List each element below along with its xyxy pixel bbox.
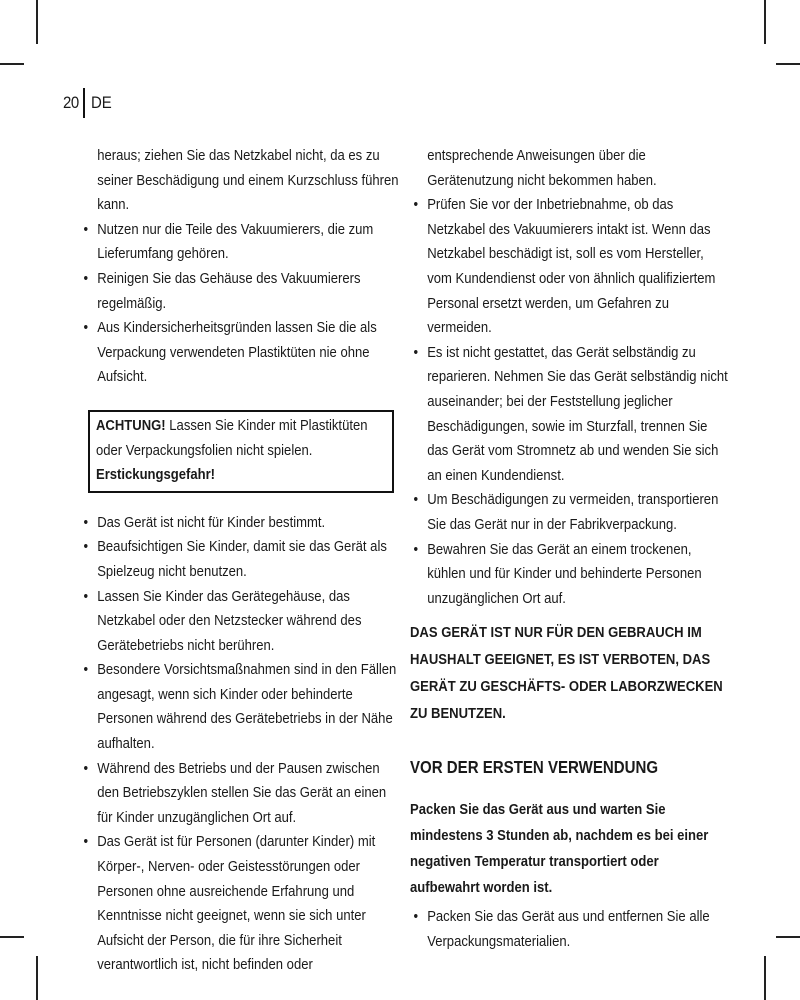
intro-text: Packen Sie das Gerät aus und warten Sie mindestens 3 Stunden ab, nachdem es bei einer negativen Temperatur transportiert oder aufbewahrt worden ist. bbox=[410, 801, 709, 897]
warning-label: ACHTUNG! bbox=[96, 416, 166, 434]
crop-mark-bottom-left-vertical bbox=[36, 956, 38, 1000]
crop-mark-bottom-right-horizontal bbox=[776, 936, 800, 938]
list-item: • Das Gerät ist nicht für Kinder bestimmt. bbox=[80, 511, 401, 536]
list-item: • Es ist nicht gestattet, das Gerät selbständig zu reparieren. Nehmen Sie das Gerät selbständig nicht auseinander; bei der Feststellung jeglicher Beschädigungen, sowie im Sturzfall, trennen Sie das Gerät vom Stromnetz ab und wenden Sie sich an einen Kundendienst. bbox=[410, 341, 731, 489]
bullet-icon: • bbox=[413, 908, 419, 926]
page-number: 20 bbox=[63, 93, 79, 112]
list-item: • Besondere Vorsichtsmaßnahmen sind in den Fällen angesagt, wenn sich Kinder oder behinderte Personen während des Gerätebetriebs in der Nähe aufhalten. bbox=[80, 658, 401, 756]
crop-mark-top-right-vertical bbox=[764, 0, 766, 44]
list-item: • Bewahren Sie das Gerät an einem trockenen, kühlen und für Kinder und behinderte Personen unzugänglichen Ort auf. bbox=[410, 538, 731, 612]
bullet-list bbox=[410, 193, 731, 611]
list-item: • Beaufsichtigen Sie Kinder, damit sie das Gerät als Spielzeug nicht benutzen. bbox=[80, 535, 401, 584]
bullet-icon: • bbox=[83, 759, 89, 777]
bullet-list bbox=[80, 511, 401, 978]
warning-text: Lassen Sie Kinder mit Plastiktüten oder Verpackungsfolien nicht spielen. bbox=[96, 416, 368, 459]
bullet-list bbox=[80, 218, 401, 390]
bullet-icon: • bbox=[83, 513, 89, 531]
bullet-icon: • bbox=[413, 343, 419, 361]
crop-mark-top-left-horizontal bbox=[0, 63, 24, 65]
crop-mark-bottom-right-vertical bbox=[764, 956, 766, 1000]
bullet-icon: • bbox=[83, 661, 89, 679]
bullet-icon: • bbox=[83, 538, 89, 556]
list-item: • Aus Kindersicherheitsgründen lassen Sie die als Verpackung verwendeten Plastiktüten nie ohne Aufsicht. bbox=[80, 316, 401, 390]
page-header bbox=[63, 88, 115, 118]
bullet-icon: • bbox=[83, 833, 89, 851]
list-item: • Nutzen nur die Teile des Vakuumierers, die zum Lieferumfang gehören. bbox=[80, 218, 401, 267]
bullet-icon: • bbox=[413, 491, 419, 509]
list-item: • Lassen Sie Kinder das Gerätegehäuse, das Netzkabel oder den Netzstecker während des Gerätebetriebs nicht berühren. bbox=[80, 585, 401, 659]
header-divider bbox=[83, 88, 85, 118]
bullet-icon: • bbox=[83, 587, 89, 605]
continuation-text: entsprechende Anweisungen über die Gerätenutzung nicht bekommen haben. bbox=[427, 147, 657, 189]
section-title: VOR DER ERSTEN VERWENDUNG bbox=[410, 757, 659, 778]
crop-mark-top-right-horizontal bbox=[776, 63, 800, 65]
continuation-text: heraus; ziehen Sie das Netzkabel nicht, da es zu seiner Beschädigung und einem Kurzschluss führen kann. bbox=[97, 147, 399, 214]
bullet-icon: • bbox=[413, 540, 419, 558]
list-item: • Reinigen Sie das Gehäuse des Vakuumierers regelmäßig. bbox=[80, 267, 401, 316]
list-item: • Packen Sie das Gerät aus und entfernen Sie alle Verpackungsmaterialien. bbox=[410, 905, 731, 954]
left-column bbox=[80, 144, 402, 978]
bullet-icon: • bbox=[413, 196, 419, 214]
crop-mark-top-left-vertical bbox=[36, 0, 38, 44]
warning-emphasis: Erstickungsgefahr! bbox=[96, 466, 216, 484]
language-code: DE bbox=[90, 93, 112, 112]
list-item: • Prüfen Sie vor der Inbetriebnahme, ob das Netzkabel des Vakuumierers intakt ist. Wenn das Netzkabel beschädigt ist, soll es vom Hersteller, vom Kundendienst oder von ähnlich qualifiziertem Personal ersetzt werden, um Gefahren zu vermeiden. bbox=[410, 193, 731, 341]
warning-box bbox=[88, 410, 394, 493]
bullet-icon: • bbox=[83, 220, 89, 238]
bullet-icon: • bbox=[83, 319, 89, 337]
right-column bbox=[410, 144, 732, 954]
bullet-list bbox=[410, 905, 731, 954]
list-item: • Während des Betriebs und der Pausen zwischen den Betriebszyklen stellen Sie das Gerät an einen für Kinder unzugänglichen Ort auf. bbox=[80, 757, 401, 831]
crop-mark-bottom-left-horizontal bbox=[0, 936, 24, 938]
bullet-icon: • bbox=[83, 269, 89, 287]
household-notice: DAS GERÄT IST NUR FÜR DEN GEBRAUCH IM HAUSHALT GEEIGNET, ES IST VERBOTEN, DAS GERÄT ZU GESCHÄFTS- ODER LABORZWECKEN ZU BENUTZEN. bbox=[410, 624, 723, 723]
list-item: • Das Gerät ist für Personen (darunter Kinder) mit Körper-, Nerven- oder Geistesstörungen oder Personen ohne ausreichende Erfahrung und Kenntnisse nicht geeignet, wenn sie sich unter Aufsicht der Person, die für ihre Sicherheit verantwortlich ist, nicht befinden oder bbox=[80, 830, 401, 978]
list-item: • Um Beschädigungen zu vermeiden, transportieren Sie das Gerät nur in der Fabrikverpackung. bbox=[410, 488, 731, 537]
